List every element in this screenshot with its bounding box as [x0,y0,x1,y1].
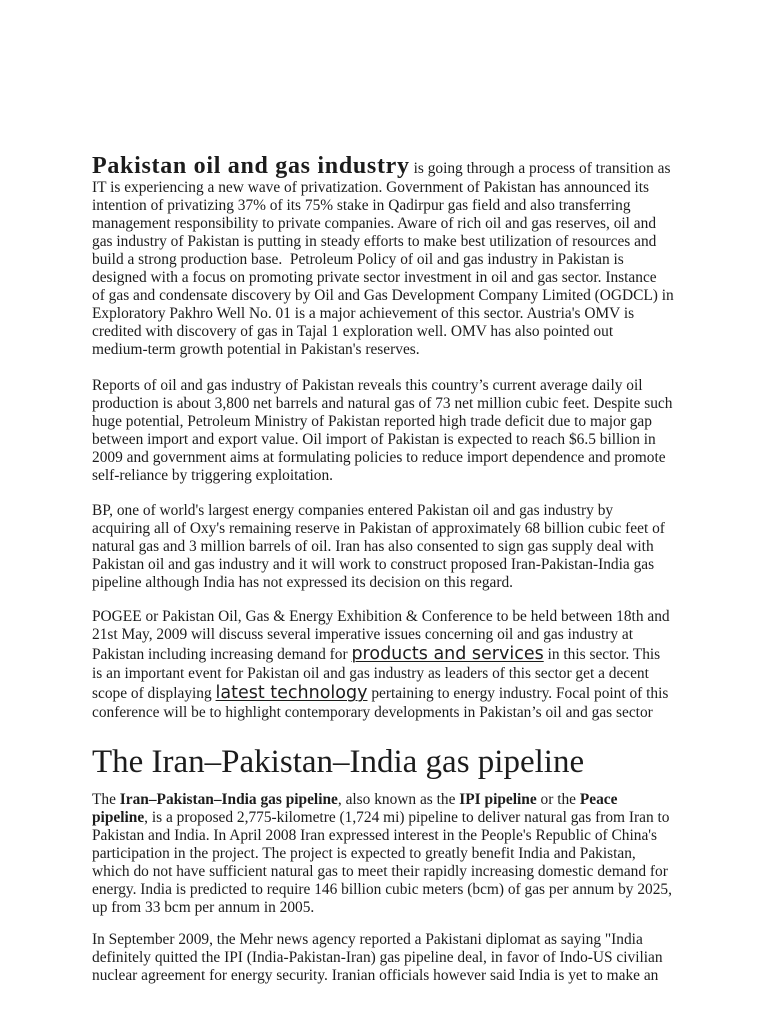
line-text: , also known as the [337,791,460,808]
paragraph-line: natural gas and 3 million barrels of oil. Iran has also consented to sign gas supply deal with [92,538,654,555]
paragraph-line: credited with discovery of gas in Tajal 1 exploration well. OMV has also pointed out [92,323,614,340]
line-text: , is a proposed 2,775-kilometre (1,724 mi) pipeline to deliver natural gas from Iran to [144,809,670,826]
paragraph-line: build a strong production base. Petroleum Policy of oil and gas industry in Pakistan is [92,251,624,268]
paragraph-line: pipeline although India has not expressed its decision on this regard. [92,574,514,591]
line-text: or the [536,791,580,808]
paragraph-line: energy. India is predicted to require 146 billion cubic meters (bcm) of gas per annum by 2025, [92,881,672,898]
pipeline-intro-paragraph [92,791,672,917]
paragraph-line: 2009 and government aims at formulating policies to reduce import dependence and promote [92,449,666,466]
paragraph-line: In September 2009, the Mehr news agency reported a Pakistani diplomat as saying "India [92,931,643,948]
paragraph-line [92,644,670,665]
paragraph-line: Pakistan and India. In April 2008 Iran expressed interest in the People's Republic of China's [92,827,658,844]
line-text: scope of displaying [92,685,216,702]
paragraph-line: which do not have sufficient natural gas to meet their rapidly increasing domestic demand for [92,863,668,880]
line-text: Pakistan including increasing demand for [92,646,352,663]
bold-term: Peace [579,791,618,808]
intro-paragraph [92,154,674,359]
line-text: in this sector. This [543,646,661,663]
bold-term: IPI pipeline [459,791,537,808]
paragraph-line: huge potential, Petroleum Ministry of Pakistan reported high trade deficit due to major gap [92,413,652,430]
paragraph-line: Pakistan oil and gas industry and it will work to construct proposed Iran-Pakistan-India gas [92,556,655,573]
bp-paragraph [92,502,665,592]
paragraph-line: up from 33 bcm per annum in 2005. [92,899,315,916]
paragraph-line [92,683,670,704]
pipeline-section-heading: The Iran–Pakistan–India gas pipeline [92,744,585,780]
paragraph-line: between import and export value. Oil import of Pakistan is expected to reach $6.5 billion in [92,431,656,448]
paragraph-line: gas industry of Pakistan is putting in steady efforts to make best utilization of resources and [92,233,657,250]
paragraph-line [92,809,672,827]
mehr-news-paragraph [92,931,663,985]
paragraph-line: 21st May, 2009 will discuss several imperative issues concerning oil and gas industry at [92,626,633,643]
paragraph-line: nuclear agreement for energy security. Iranian officials however said India is yet to make an [92,967,659,984]
latest-technology-link[interactable]: latest technology [215,683,368,703]
line-text: is going through a process of transition as [409,160,671,177]
line-text: pertaining to energy industry. Focal point of this [367,685,669,702]
paragraph-line: BP, one of world's largest energy companies entered Pakistan oil and gas industry by [92,502,614,519]
paragraph-line: designed with a focus on promoting private sector investment in oil and gas sector. Instance [92,269,657,286]
paragraph-line: IT is experiencing a new wave of privatization. Government of Pakistan has announced its [92,179,650,196]
paragraph-line: participation in the project. The project is expected to greatly benefit India and Pakistan, [92,845,636,862]
bold-term: Iran–Pakistan–India gas pipeline [119,791,338,808]
paragraph-line [92,154,674,179]
paragraph-line: definitely quitted the IPI (India-Pakistan-Iran) gas pipeline deal, in favor of Indo-US civilian [92,949,663,966]
paragraph-line: acquiring all of Oxy's remaining reserve in Pakistan of approximately 68 billion cubic feet of [92,520,665,537]
paragraph-line: management responsibility to private companies. Aware of rich oil and gas reserves, oil and [92,215,657,232]
production-paragraph [92,377,672,485]
pogee-paragraph [92,608,670,722]
paragraph-line: production is about 3,800 net barrels and natural gas of 73 net million cubic feet. Despite such [92,395,673,412]
paragraph-line: conference will be to highlight contemporary developments in Pakistan’s oil and gas sector [92,704,653,721]
paragraph-line: Exploratory Pakhro Well No. 01 is a major achievement of this sector. Austria's OMV is [92,305,635,322]
bold-term: pipeline [92,809,145,826]
paragraph-line: Reports of oil and gas industry of Pakistan reveals this country’s current average daily oil [92,377,643,394]
lead-title: Pakistan oil and gas industry [92,153,410,179]
paragraph-line: self-reliance by triggering exploitation. [92,467,334,484]
paragraph-line: POGEE or Pakistan Oil, Gas & Energy Exhibition & Conference to be held between 18th and [92,608,670,625]
line-text: The [92,791,120,808]
paragraph-line: of gas and condensate discovery by Oil and Gas Development Company Limited (OGDCL) in [92,287,674,304]
products-and-services-link[interactable]: products and services [351,644,544,664]
paragraph-line: is an important event for Pakistan oil and gas industry as leaders of this sector get a decent [92,665,649,682]
paragraph-line: medium-term growth potential in Pakistan's reserves. [92,341,420,358]
paragraph-line [92,791,672,809]
paragraph-line: intention of privatizing 37% of its 75% stake in Qadirpur gas field and also transferring [92,197,631,214]
